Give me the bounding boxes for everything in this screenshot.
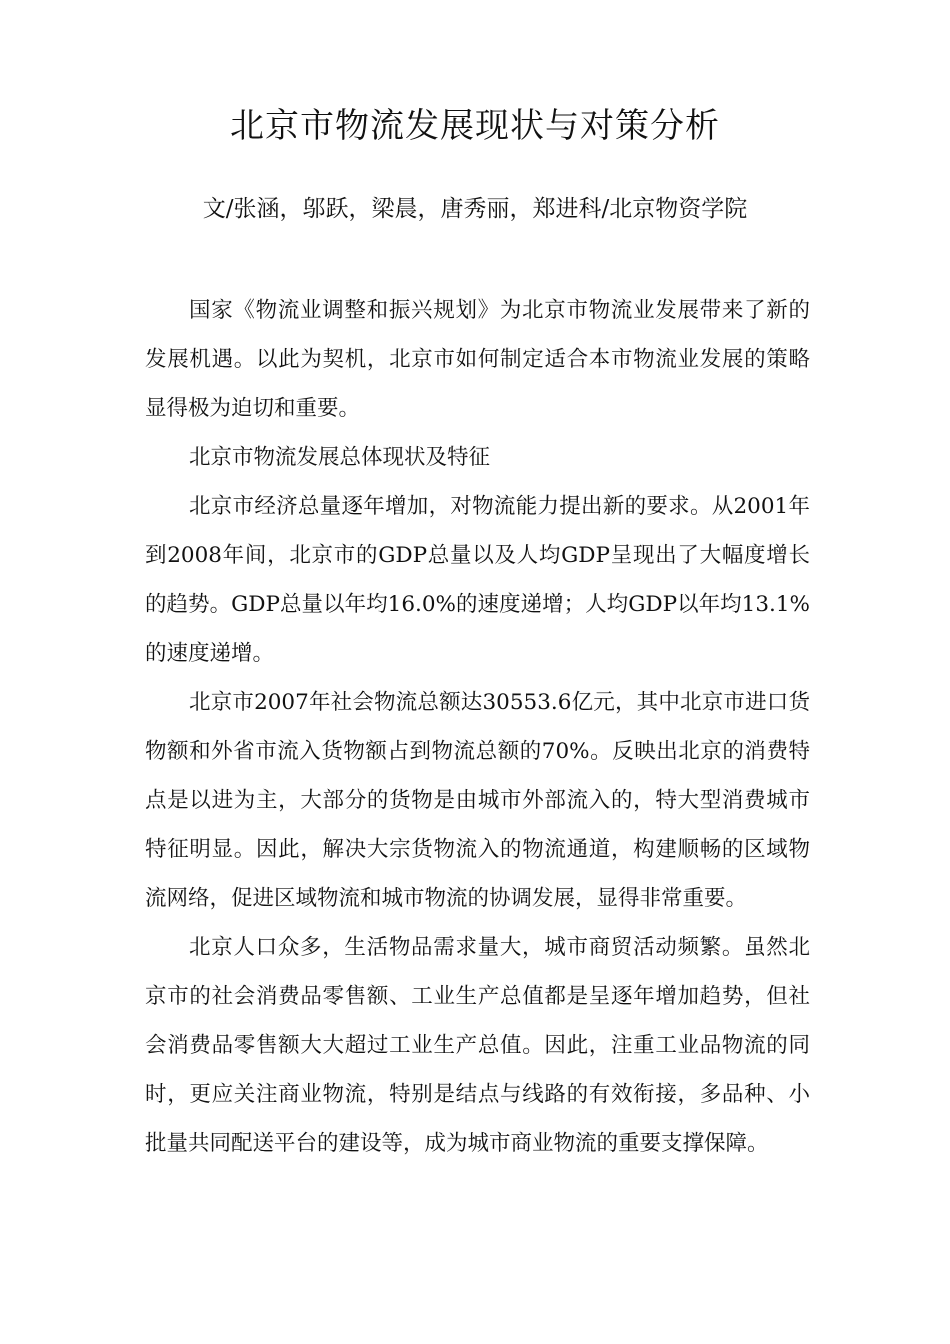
- paragraph-logistics-total: 北京市2007年社会物流总额达30553.6亿元，其中北京市进口货物额和外省市流入货物额占到物流总额的70%。反映出北京的消费特点是以进为主，大部分的货物是由城市外部流入的，特大型消费城市特征明显。因此，解决大宗货物流入的物流通道，构建顺畅的区域物流网络，促进区域物流和城市物流的协调发展，显得非常重要。: [145, 690, 810, 911]
- paragraph-economy: 北京市经济总量逐年增加，对物流能力提出新的要求。从2001年到2008年间，北京市的GDP总量以及人均GDP呈现出了大幅度增长的趋势。GDP总量以年均16.0%的速度递增；人均GDP以年均13.1%的速度递增。: [145, 494, 810, 666]
- document-title: 北京市物流发展现状与对策分析: [230, 106, 720, 146]
- author-byline: 文/张涵，邬跃，梁晨，唐秀丽，郑进科/北京物资学院: [202, 196, 748, 222]
- document-body: [145, 286, 810, 1168]
- paragraph-population: 北京人口众多，生活物品需求量大，城市商贸活动频繁。虽然北京市的社会消费品零售额、工业生产总值都是呈逐年增加趋势，但社会消费品零售额大大超过工业生产总值。因此，注重工业品物流的同时，更应关注商业物流，特别是结点与线路的有效衔接，多品种、小批量共同配送平台的建设等，成为城市商业物流的重要支撑保障。: [145, 935, 810, 1156]
- paragraph-intro: 国家《物流业调整和振兴规划》为北京市物流业发展带来了新的发展机遇。以此为契机，北京市如何制定适合本市物流业发展的策略显得极为迫切和重要。: [145, 298, 810, 421]
- section-heading: 北京市物流发展总体现状及特征: [189, 445, 491, 470]
